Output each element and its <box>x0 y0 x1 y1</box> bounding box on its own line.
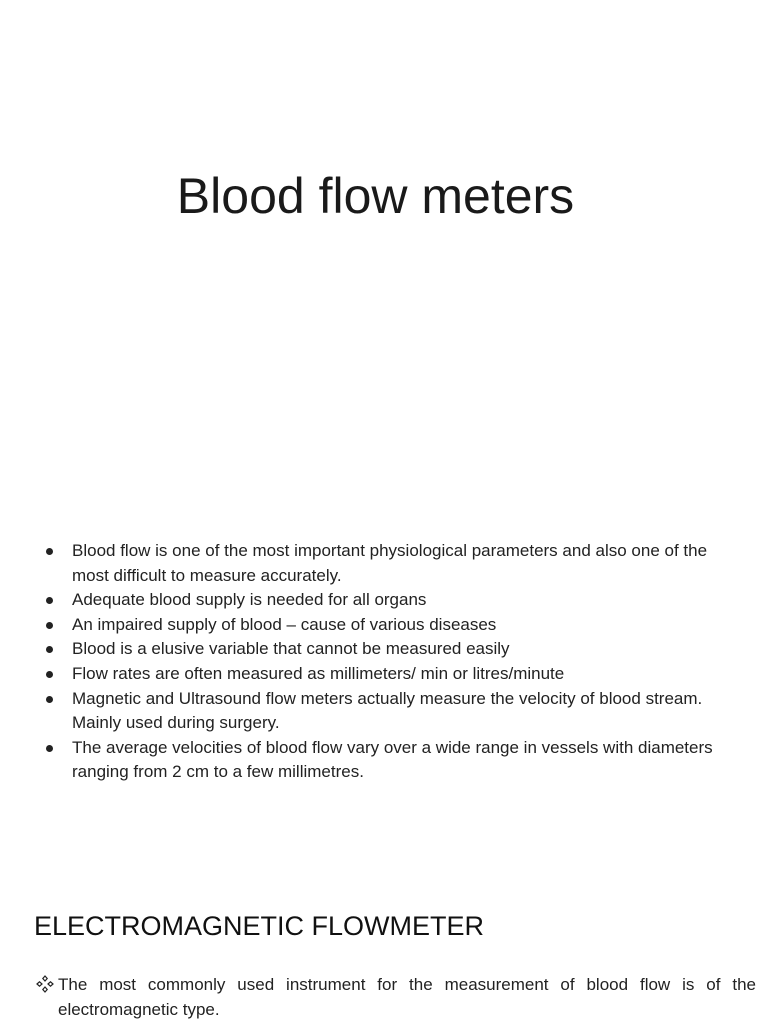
list-item <box>42 613 732 638</box>
list-item-text: Blood flow is one of the most important physiological parameters and also one of the most difficult to measure accurately. <box>72 541 708 585</box>
bullet-list <box>42 539 732 785</box>
bullet-dot-icon <box>46 646 53 653</box>
list-item <box>42 687 732 736</box>
section-paragraph-text: The most commonly used instrument for the measurement of blood flow is of the electromagnetic type. <box>58 975 756 1019</box>
list-item-text: The average velocities of blood flow vary over a wide range in vessels with diameters ranging from 2 cm to a few millimetres. <box>72 737 713 782</box>
page-title: Blood flow meters <box>176 168 575 224</box>
list-item-text: An impaired supply of blood – cause of various diseases <box>72 614 497 634</box>
four-diamond-icon <box>36 975 54 993</box>
section-paragraph <box>36 972 756 1022</box>
list-item-text: Flow rates are often measured as millimeters/ min or litres/minute <box>72 663 565 683</box>
list-item-text: Magnetic and Ultrasound flow meters actually measure the velocity of blood stream. Mainly used during surgery. <box>72 688 703 733</box>
list-item <box>42 588 732 613</box>
list-item-text: Adequate blood supply is needed for all organs <box>72 590 427 610</box>
bullet-dot-icon <box>46 745 53 752</box>
list-item <box>42 736 732 785</box>
list-item-text: Blood is a elusive variable that cannot be measured easily <box>72 639 510 659</box>
list-item <box>42 637 732 662</box>
bullet-dot-icon <box>46 622 53 629</box>
bullet-dot-icon <box>46 548 53 555</box>
bullet-dot-icon <box>46 671 53 678</box>
list-item <box>42 539 732 588</box>
bullet-dot-icon <box>46 597 53 604</box>
bullet-dot-icon <box>46 696 53 703</box>
list-item <box>42 662 732 687</box>
section-heading: ELECTROMAGNETIC FLOWMETER <box>34 911 485 941</box>
